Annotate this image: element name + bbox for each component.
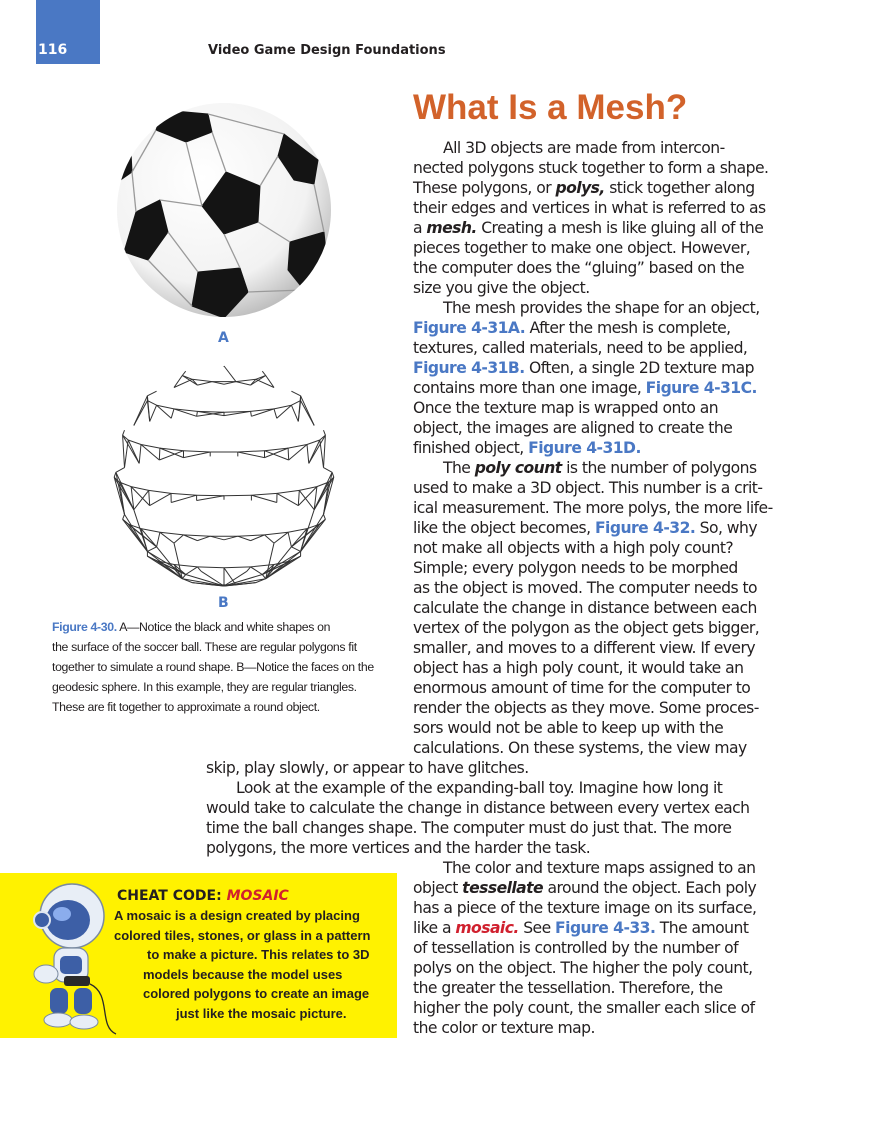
cheat-code-label: CHEAT CODE: [117, 888, 227, 904]
text-span: These polygons, or [413, 179, 556, 197]
key-term-mesh: mesh. [426, 219, 477, 237]
text-line: of tessellation is controlled by the number of [413, 939, 739, 957]
text-line: render the objects as they move. Some proces- [413, 699, 759, 717]
text-line: has a piece of the texture image on its surface, [413, 899, 757, 917]
text-line: the computer does the “gluing” based on the [413, 259, 745, 277]
figure-ref-4-32[interactable]: Figure 4-32. [594, 519, 696, 537]
text-line: would take to calculate the change in distance between every vertex each [206, 799, 750, 817]
text-line: pieces together to make one object. However, [413, 239, 751, 257]
mesh-edge [224, 495, 251, 496]
figure-ref-4-31c[interactable]: Figure 4-31C. [645, 379, 757, 397]
figure-ref-4-33[interactable]: Figure 4-33. [555, 919, 656, 937]
text-span: See [518, 919, 556, 937]
text-line: object has a high poly count, it would take an [413, 659, 744, 677]
text-line: higher the poly count, the smaller each slice of [413, 999, 755, 1017]
cheat-code-body [0, 906, 397, 1023]
key-term-mosaic: mosaic. [455, 919, 519, 937]
article-column-right-lower [413, 858, 773, 1038]
cheat-code-term: MOSAIC [226, 888, 289, 904]
text-line: as the object is moved. The computer needs to [413, 579, 758, 597]
key-term-poly-count: poly count [474, 459, 562, 477]
text-span: stick together along [604, 179, 755, 197]
caption-line: the surface of the soccer ball. These are regular polygons fit [52, 640, 357, 654]
mesh-edge [197, 495, 224, 496]
cheat-code-line: colored tiles, stones, or glass in a pattern [114, 927, 371, 943]
figure-caption [52, 618, 398, 718]
caption-line: geodesic sphere. In this example, they are regular triangles. [52, 680, 357, 694]
text-span: Creating a mesh is like gluing all of the [476, 219, 764, 237]
text-line: enormous amount of time for the computer to [413, 679, 751, 697]
text-line: calculations. On these systems, the view may [413, 739, 747, 757]
text-line: skip, play slowly, or appear to have glitches. [206, 759, 529, 777]
cheat-code-line: to make a picture. This relates to 3D [147, 947, 370, 962]
figure-ref-4-31b[interactable]: Figure 4-31B. [413, 359, 525, 377]
text-line: nected polygons stuck together to form a shape. [413, 159, 769, 177]
text-line: The color and texture maps assigned to an [443, 859, 756, 877]
text-line: Look at the example of the expanding-ball toy. Imagine how long it [236, 779, 723, 797]
text-line: smaller, and moves to a different view. If every [413, 639, 756, 657]
text-line: time the ball changes shape. The computer must do just that. The more [206, 819, 732, 837]
figure-label-b: B [218, 595, 229, 611]
caption-figure-number: Figure 4-30. [52, 620, 117, 634]
text-line: the greater the tessellation. Therefore, the [413, 979, 723, 997]
text-span: like a [413, 919, 456, 937]
text-line: All 3D objects are made from intercon- [443, 139, 725, 157]
cheat-code-line: colored polygons to create an image [143, 986, 370, 1001]
text-span: around the object. Each poly [543, 879, 757, 897]
running-head: Video Game Design Foundations [208, 43, 446, 58]
article-column-right [413, 138, 773, 758]
text-line: sors would not be able to keep up with the [413, 719, 724, 737]
key-term-tessellate: tessellate [462, 879, 544, 897]
cheat-code-line: A mosaic is a design created by placing [114, 908, 360, 923]
mesh-edge [288, 448, 289, 460]
caption-line: together to simulate a round shape. B—Notice the faces on the [52, 660, 374, 674]
text-span: object [413, 879, 463, 897]
text-line: their edges and vertices in what is referred to as [413, 199, 766, 217]
figure-a-soccer-ball [108, 92, 340, 324]
figure-ref-4-31a[interactable]: Figure 4-31A. [413, 319, 526, 337]
text-line: vertex of the polygon as the object gets bigger, [413, 619, 760, 637]
text-span: finished object, [413, 439, 529, 457]
text-line: used to make a 3D object. This number is a crit- [413, 479, 763, 497]
text-span: like the object becomes, [413, 519, 595, 537]
cheat-code-title [117, 888, 289, 904]
figure-b-geodesic-sphere [108, 360, 340, 592]
cheat-code-line: just like the mosaic picture. [176, 1005, 347, 1021]
text-line: The mesh provides the shape for an object, [443, 299, 760, 317]
caption-line: A—Notice the black and white shapes on [116, 620, 331, 634]
text-line: Simple; every polygon needs to be morphed [413, 559, 738, 577]
caption-line: These are fit together to approximate a round object. [52, 700, 320, 714]
text-span: The amount [655, 919, 749, 937]
text-span: After the mesh is complete, [525, 319, 731, 337]
key-term-polys: polys, [555, 179, 605, 197]
text-line: Once the texture map is wrapped onto an [413, 399, 719, 417]
text-line: calculate the change in distance between each [413, 599, 757, 617]
text-line: the color or texture map. [413, 1019, 595, 1037]
text-line: textures, called materials, need to be applied, [413, 339, 748, 357]
cheat-code-line: models because the model uses [143, 966, 343, 982]
mesh-edge [159, 448, 160, 460]
section-title: What Is a Mesh? [413, 88, 688, 127]
text-line: not make all objects with a high poly count? [413, 539, 734, 557]
text-span: Often, a single 2D texture map [524, 359, 754, 377]
text-line: object, the images are aligned to create the [413, 419, 733, 437]
article-column-wide [206, 758, 766, 858]
figure-ref-4-31d[interactable]: Figure 4-31D. [528, 439, 641, 457]
text-line: size you give the object. [413, 279, 590, 297]
text-span: a [413, 219, 427, 237]
text-line: polygons, the more vertices and the harder the task. [206, 839, 591, 857]
text-span: So, why [695, 519, 758, 537]
text-line: polys on the object. The higher the poly count, [413, 959, 753, 977]
text-span: is the number of polygons [561, 459, 757, 477]
text-span: The [443, 459, 475, 477]
figure-label-a: A [218, 330, 229, 346]
page-number: 116 [38, 42, 68, 58]
text-line: ical measurement. The more polys, the more life- [413, 499, 773, 517]
text-span: contains more than one image, [413, 379, 646, 397]
